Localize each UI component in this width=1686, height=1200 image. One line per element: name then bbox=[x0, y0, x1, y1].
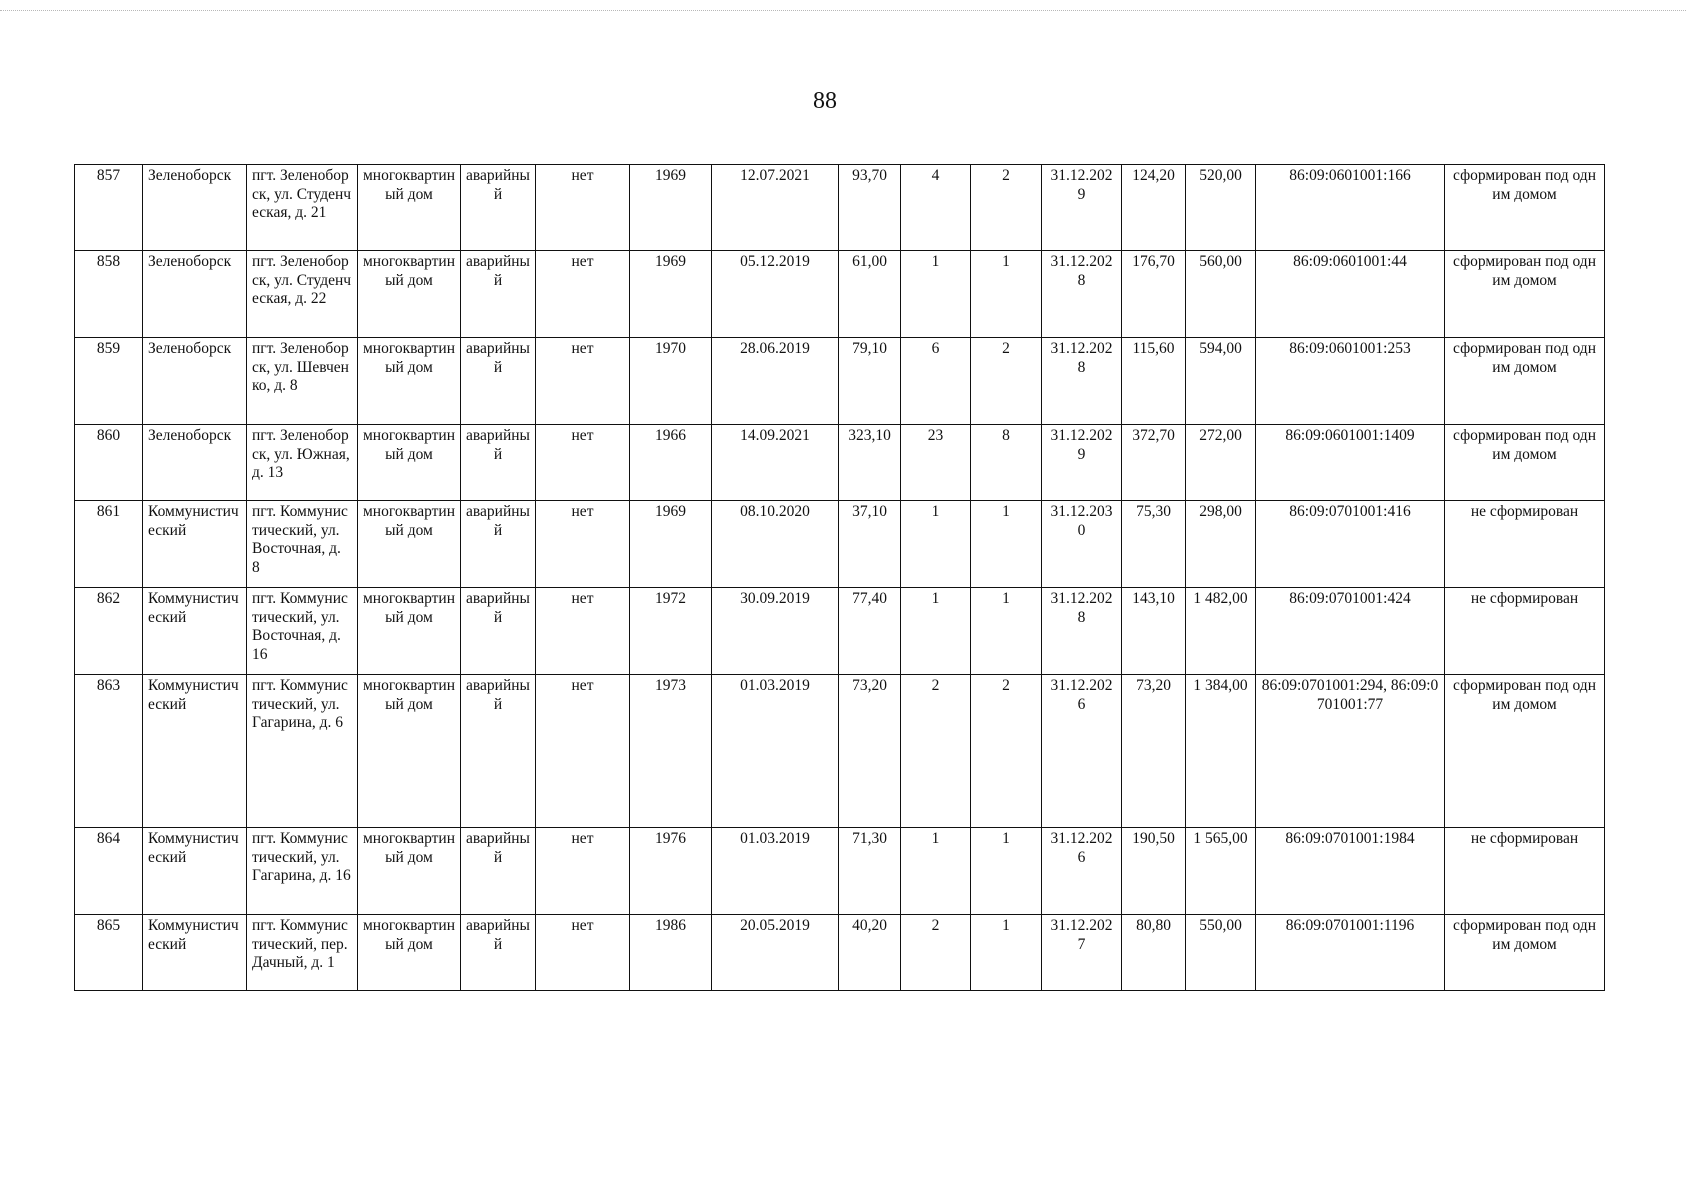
table-row bbox=[75, 165, 1605, 251]
area-cell: 77,40 bbox=[839, 588, 901, 675]
count-two-cell: 1 bbox=[971, 588, 1042, 675]
count-one-cell: 2 bbox=[901, 915, 971, 991]
count-two-cell: 1 bbox=[971, 915, 1042, 991]
building-type-cell: многоквартиный дом bbox=[358, 915, 461, 991]
table-row bbox=[75, 338, 1605, 425]
address-cell: пгт. Коммунистический, пер. Дачный, д. 1 bbox=[247, 915, 358, 991]
settlement-cell: Зеленоборск bbox=[143, 425, 247, 501]
land-status-cell: не сформирован bbox=[1445, 588, 1605, 675]
area-cell: 61,00 bbox=[839, 251, 901, 338]
cadastral-number-cell: 86:09:0601001:44 bbox=[1256, 251, 1445, 338]
condition-cell: аварийный bbox=[461, 675, 536, 828]
area-cell: 40,20 bbox=[839, 915, 901, 991]
land-area-cell: 550,00 bbox=[1186, 915, 1256, 991]
area-two-cell: 190,50 bbox=[1122, 828, 1186, 915]
table-row bbox=[75, 828, 1605, 915]
area-two-cell: 75,30 bbox=[1122, 501, 1186, 588]
area-cell: 73,20 bbox=[839, 675, 901, 828]
area-cell: 93,70 bbox=[839, 165, 901, 251]
land-area-cell: 1 384,00 bbox=[1186, 675, 1256, 828]
building-type-cell: многоквартиный дом bbox=[358, 675, 461, 828]
date-cell: 12.07.2021 bbox=[712, 165, 839, 251]
area-two-cell: 80,80 bbox=[1122, 915, 1186, 991]
land-area-cell: 1 565,00 bbox=[1186, 828, 1256, 915]
settlement-cell: Коммунистический bbox=[143, 675, 247, 828]
count-two-cell: 1 bbox=[971, 501, 1042, 588]
land-status-cell: не сформирован bbox=[1445, 828, 1605, 915]
area-two-cell: 143,10 bbox=[1122, 588, 1186, 675]
land-status-cell: сформирован под одним домом bbox=[1445, 915, 1605, 991]
count-one-cell: 1 bbox=[901, 501, 971, 588]
area-cell: 37,10 bbox=[839, 501, 901, 588]
date-cell: 28.06.2019 bbox=[712, 338, 839, 425]
deadline-cell: 31.12.2028 bbox=[1042, 251, 1122, 338]
address-cell: пгт. Коммунистический, ул. Восточная, д. 8 bbox=[247, 501, 358, 588]
address-cell: пгт. Коммунистический, ул. Восточная, д. 16 bbox=[247, 588, 358, 675]
date-cell: 14.09.2021 bbox=[712, 425, 839, 501]
count-one-cell: 2 bbox=[901, 675, 971, 828]
building-type-cell: многоквартиный дом bbox=[358, 425, 461, 501]
address-cell: пгт. Зеленоборск, ул. Шевченко, д. 8 bbox=[247, 338, 358, 425]
count-two-cell: 8 bbox=[971, 425, 1042, 501]
land-area-cell: 594,00 bbox=[1186, 338, 1256, 425]
year-cell: 1972 bbox=[630, 588, 712, 675]
row-number-cell: 863 bbox=[75, 675, 143, 828]
land-area-cell: 1 482,00 bbox=[1186, 588, 1256, 675]
flag-cell: нет bbox=[536, 165, 630, 251]
settlement-cell: Коммунистический bbox=[143, 588, 247, 675]
area-two-cell: 372,70 bbox=[1122, 425, 1186, 501]
cadastral-number-cell: 86:09:0701001:424 bbox=[1256, 588, 1445, 675]
flag-cell: нет bbox=[536, 338, 630, 425]
flag-cell: нет bbox=[536, 251, 630, 338]
condition-cell: аварийный bbox=[461, 828, 536, 915]
land-status-cell: сформирован под одним домом bbox=[1445, 251, 1605, 338]
address-cell: пгт. Зеленоборск, ул. Студенческая, д. 22 bbox=[247, 251, 358, 338]
address-cell: пгт. Зеленоборск, ул. Южная, д. 13 bbox=[247, 425, 358, 501]
cadastral-number-cell: 86:09:0601001:166 bbox=[1256, 165, 1445, 251]
area-two-cell: 115,60 bbox=[1122, 338, 1186, 425]
condition-cell: аварийный bbox=[461, 915, 536, 991]
area-cell: 323,10 bbox=[839, 425, 901, 501]
condition-cell: аварийный bbox=[461, 425, 536, 501]
cadastral-number-cell: 86:09:0701001:1196 bbox=[1256, 915, 1445, 991]
cadastral-number-cell: 86:09:0701001:416 bbox=[1256, 501, 1445, 588]
settlement-cell: Зеленоборск bbox=[143, 251, 247, 338]
flag-cell: нет bbox=[536, 675, 630, 828]
deadline-cell: 31.12.2029 bbox=[1042, 165, 1122, 251]
deadline-cell: 31.12.2028 bbox=[1042, 338, 1122, 425]
building-type-cell: многоквартиный дом bbox=[358, 251, 461, 338]
date-cell: 01.03.2019 bbox=[712, 675, 839, 828]
settlement-cell: Коммунистический bbox=[143, 828, 247, 915]
flag-cell: нет bbox=[536, 828, 630, 915]
row-number-cell: 864 bbox=[75, 828, 143, 915]
land-status-cell: не сформирован bbox=[1445, 501, 1605, 588]
flag-cell: нет bbox=[536, 425, 630, 501]
building-type-cell: многоквартиный дом bbox=[358, 501, 461, 588]
condition-cell: аварийный bbox=[461, 165, 536, 251]
year-cell: 1969 bbox=[630, 501, 712, 588]
date-cell: 08.10.2020 bbox=[712, 501, 839, 588]
count-two-cell: 2 bbox=[971, 675, 1042, 828]
count-one-cell: 6 bbox=[901, 338, 971, 425]
housing-register-table bbox=[74, 164, 1605, 991]
condition-cell: аварийный bbox=[461, 501, 536, 588]
date-cell: 05.12.2019 bbox=[712, 251, 839, 338]
row-number-cell: 865 bbox=[75, 915, 143, 991]
condition-cell: аварийный bbox=[461, 338, 536, 425]
row-number-cell: 858 bbox=[75, 251, 143, 338]
deadline-cell: 31.12.2029 bbox=[1042, 425, 1122, 501]
area-cell: 79,10 bbox=[839, 338, 901, 425]
deadline-cell: 31.12.2030 bbox=[1042, 501, 1122, 588]
area-two-cell: 124,20 bbox=[1122, 165, 1186, 251]
flag-cell: нет bbox=[536, 588, 630, 675]
row-number-cell: 861 bbox=[75, 501, 143, 588]
year-cell: 1969 bbox=[630, 165, 712, 251]
address-cell: пгт. Коммунистический, ул. Гагарина, д. 6 bbox=[247, 675, 358, 828]
land-status-cell: сформирован под одним домом bbox=[1445, 675, 1605, 828]
count-two-cell: 2 bbox=[971, 338, 1042, 425]
register-body bbox=[75, 165, 1605, 991]
condition-cell: аварийный bbox=[461, 251, 536, 338]
row-number-cell: 862 bbox=[75, 588, 143, 675]
row-number-cell: 857 bbox=[75, 165, 143, 251]
building-type-cell: многоквартиный дом bbox=[358, 165, 461, 251]
date-cell: 20.05.2019 bbox=[712, 915, 839, 991]
address-cell: пгт. Зеленоборск, ул. Студенческая, д. 21 bbox=[247, 165, 358, 251]
area-cell: 71,30 bbox=[839, 828, 901, 915]
deadline-cell: 31.12.2026 bbox=[1042, 828, 1122, 915]
table-row bbox=[75, 915, 1605, 991]
table-row bbox=[75, 251, 1605, 338]
year-cell: 1970 bbox=[630, 338, 712, 425]
area-two-cell: 73,20 bbox=[1122, 675, 1186, 828]
building-type-cell: многоквартиный дом bbox=[358, 338, 461, 425]
flag-cell: нет bbox=[536, 915, 630, 991]
year-cell: 1969 bbox=[630, 251, 712, 338]
cadastral-number-cell: 86:09:0601001:1409 bbox=[1256, 425, 1445, 501]
condition-cell: аварийный bbox=[461, 588, 536, 675]
count-one-cell: 4 bbox=[901, 165, 971, 251]
count-one-cell: 1 bbox=[901, 588, 971, 675]
settlement-cell: Зеленоборск bbox=[143, 165, 247, 251]
table-row bbox=[75, 501, 1605, 588]
land-area-cell: 298,00 bbox=[1186, 501, 1256, 588]
count-one-cell: 1 bbox=[901, 251, 971, 338]
land-area-cell: 272,00 bbox=[1186, 425, 1256, 501]
count-one-cell: 1 bbox=[901, 828, 971, 915]
year-cell: 1976 bbox=[630, 828, 712, 915]
settlement-cell: Коммунистический bbox=[143, 501, 247, 588]
page-number: 88 bbox=[813, 88, 837, 114]
cadastral-number-cell: 86:09:0601001:253 bbox=[1256, 338, 1445, 425]
land-status-cell: сформирован под одним домом bbox=[1445, 165, 1605, 251]
cadastral-number-cell: 86:09:0701001:1984 bbox=[1256, 828, 1445, 915]
count-two-cell: 1 bbox=[971, 828, 1042, 915]
year-cell: 1973 bbox=[630, 675, 712, 828]
land-status-cell: сформирован под одним домом bbox=[1445, 425, 1605, 501]
address-cell: пгт. Коммунистический, ул. Гагарина, д. 16 bbox=[247, 828, 358, 915]
area-two-cell: 176,70 bbox=[1122, 251, 1186, 338]
cadastral-number-cell: 86:09:0701001:294, 86:09:0701001:77 bbox=[1256, 675, 1445, 828]
date-cell: 30.09.2019 bbox=[712, 588, 839, 675]
count-two-cell: 2 bbox=[971, 165, 1042, 251]
table-row bbox=[75, 675, 1605, 828]
land-status-cell: сформирован под одним домом bbox=[1445, 338, 1605, 425]
settlement-cell: Коммунистический bbox=[143, 915, 247, 991]
deadline-cell: 31.12.2028 bbox=[1042, 588, 1122, 675]
scan-edge bbox=[0, 10, 1686, 11]
deadline-cell: 31.12.2026 bbox=[1042, 675, 1122, 828]
land-area-cell: 520,00 bbox=[1186, 165, 1256, 251]
count-two-cell: 1 bbox=[971, 251, 1042, 338]
count-one-cell: 23 bbox=[901, 425, 971, 501]
table-row bbox=[75, 425, 1605, 501]
date-cell: 01.03.2019 bbox=[712, 828, 839, 915]
settlement-cell: Зеленоборск bbox=[143, 338, 247, 425]
year-cell: 1986 bbox=[630, 915, 712, 991]
land-area-cell: 560,00 bbox=[1186, 251, 1256, 338]
building-type-cell: многоквартиный дом bbox=[358, 828, 461, 915]
year-cell: 1966 bbox=[630, 425, 712, 501]
row-number-cell: 860 bbox=[75, 425, 143, 501]
row-number-cell: 859 bbox=[75, 338, 143, 425]
table-row bbox=[75, 588, 1605, 675]
building-type-cell: многоквартиный дом bbox=[358, 588, 461, 675]
flag-cell: нет bbox=[536, 501, 630, 588]
deadline-cell: 31.12.2027 bbox=[1042, 915, 1122, 991]
